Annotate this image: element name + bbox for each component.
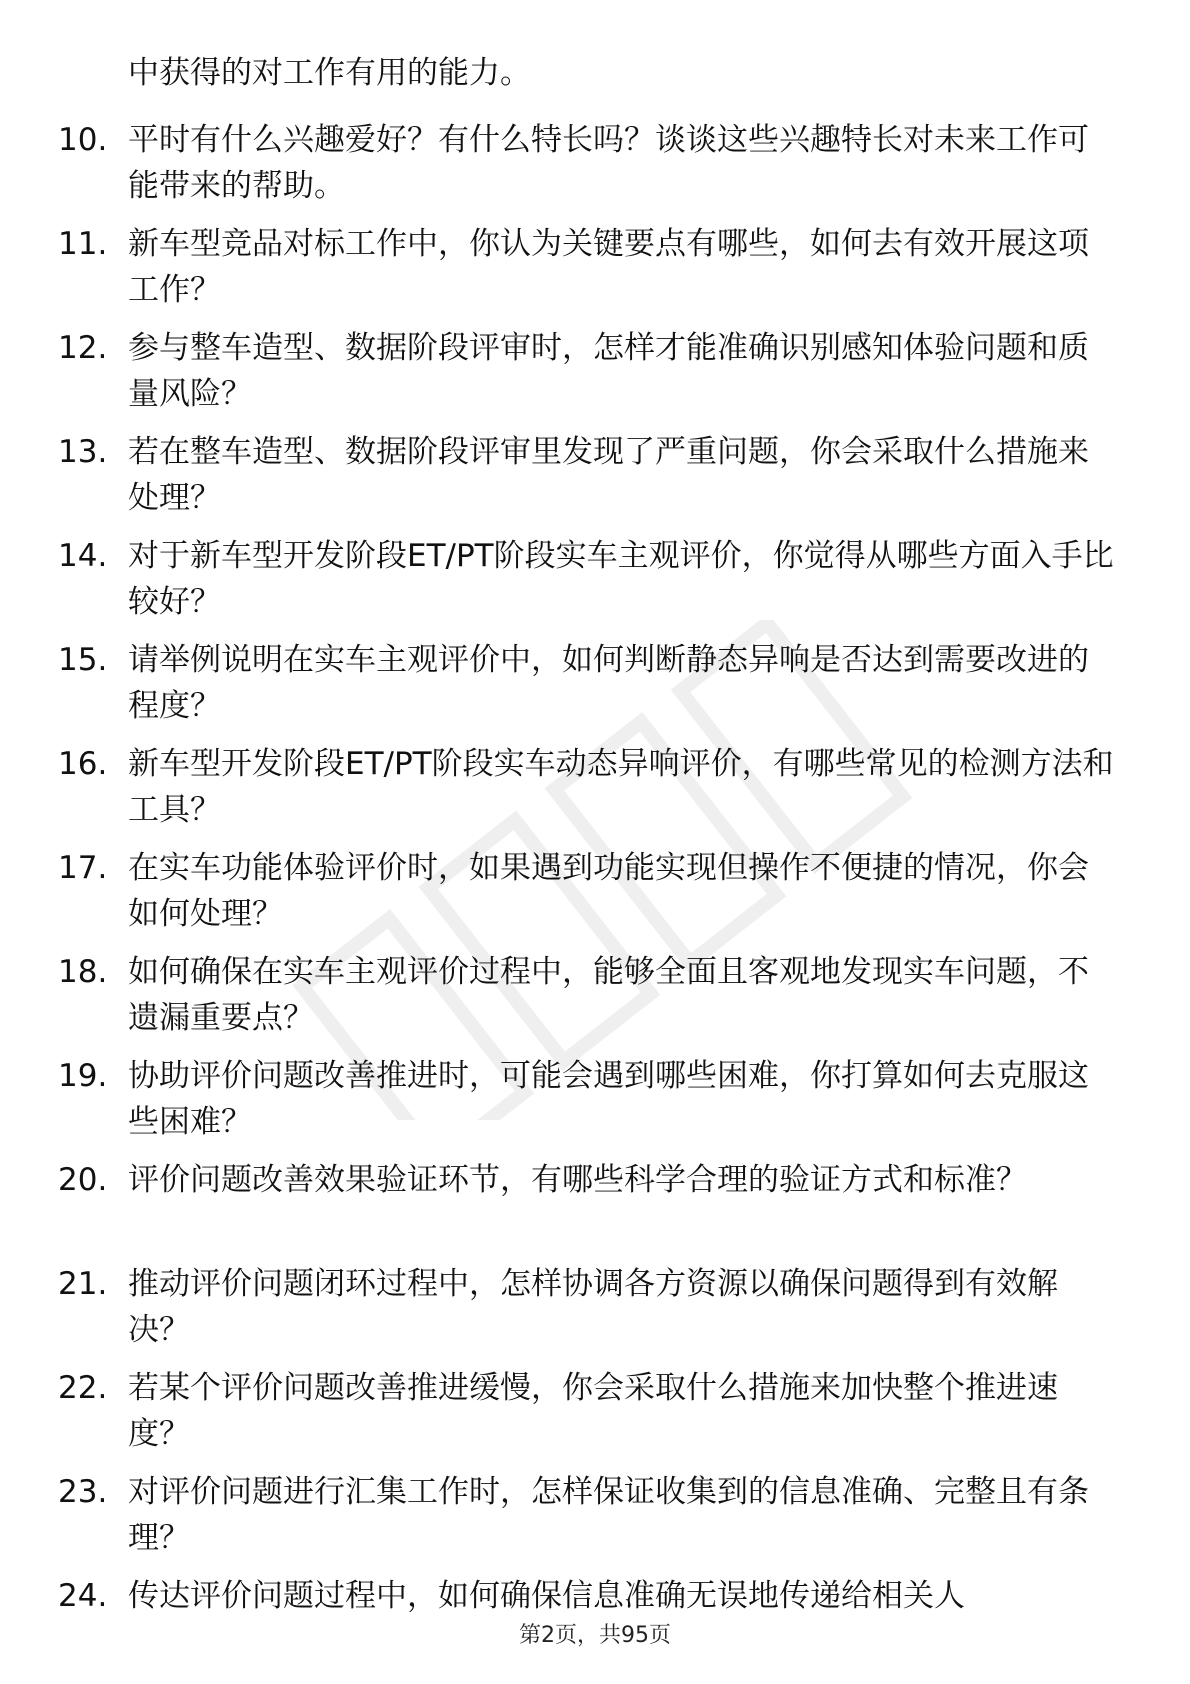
item-text: 对评价问题进行汇集工作时，怎样保证收集到的信息准确、完整且有条理？: [128, 1474, 1089, 1556]
item-number: 14.: [58, 538, 108, 574]
item-number: 23.: [58, 1474, 108, 1510]
item-number: 20.: [58, 1162, 108, 1198]
item-number: 21.: [58, 1266, 108, 1302]
list-item: [0, 1053, 1190, 1157]
item-text: 平时有什么兴趣爱好？有什么特长吗？谈谈这些兴趣特长对未来工作可能带来的帮助。: [128, 122, 1089, 204]
question-list: [0, 117, 1190, 1677]
list-item: [0, 533, 1190, 637]
item-text: 若在整车造型、数据阶段评审里发现了严重问题，你会采取什么措施来处理？: [128, 434, 1089, 516]
list-item: [0, 325, 1190, 429]
item-text: 对于新车型开发阶段ET/PT阶段实车主观评价，你觉得从哪些方面入手比较好？: [128, 538, 1114, 620]
page-footer: 第2页，共95页: [519, 1623, 671, 1648]
item-text: 协助评价问题改善推进时，可能会遇到哪些困难，你打算如何去克服这些困难？: [128, 1058, 1089, 1140]
list-item: [0, 845, 1190, 949]
item-number: 18.: [58, 954, 108, 990]
list-item: [0, 117, 1190, 221]
item-text: 若某个评价问题改善推进缓慢，你会采取什么措施来加快整个推进速度？: [128, 1370, 1058, 1452]
list-item: [0, 221, 1190, 325]
item-number: 17.: [58, 850, 108, 886]
list-item: [0, 949, 1190, 1053]
item-number: 10.: [58, 122, 108, 158]
item-text: 在实车功能体验评价时，如果遇到功能实现但操作不便捷的情况，你会如何处理？: [128, 850, 1089, 932]
item-number: 11.: [58, 226, 108, 262]
item-number: 12.: [58, 330, 108, 366]
item-number: 24.: [58, 1578, 108, 1614]
list-item: [0, 429, 1190, 533]
item-text: 如何确保在实车主观评价过程中，能够全面且客观地发现实车问题，不遗漏重要点？: [128, 954, 1089, 1036]
item-text: 传达评价问题过程中，如何确保信息准确无误地传递给相关人: [128, 1578, 965, 1614]
item-number: 19.: [58, 1058, 108, 1094]
item-number: 13.: [58, 434, 108, 470]
item-text: 参与整车造型、数据阶段评审时，怎样才能准确识别感知体验问题和质量风险？: [128, 330, 1089, 412]
item-number: 15.: [58, 642, 108, 678]
item-text: 新车型开发阶段ET/PT阶段实车动态异响评价，有哪些常见的检测方法和工具？: [128, 746, 1114, 828]
item-text: 推动评价问题闭环过程中，怎样协调各方资源以确保问题得到有效解决？: [128, 1266, 1058, 1348]
list-item: [0, 741, 1190, 845]
continuation-text: 中获得的对工作有用的能力。: [128, 55, 531, 91]
item-text: 评价问题改善效果验证环节，有哪些科学合理的验证方式和标准？: [128, 1162, 1027, 1198]
item-text: 请举例说明在实车主观评价中，如何判断静态异响是否达到需要改进的程度？: [128, 642, 1089, 724]
item-text: 新车型竞品对标工作中，你认为关键要点有哪些，如何去有效开展这项工作？: [128, 226, 1089, 308]
item-number: 22.: [58, 1370, 108, 1406]
list-item: [0, 1261, 1190, 1365]
list-item: [0, 1365, 1190, 1469]
item-number: 16.: [58, 746, 108, 782]
list-item: [0, 1157, 1190, 1261]
list-item: [0, 1469, 1190, 1573]
list-item: [0, 637, 1190, 741]
